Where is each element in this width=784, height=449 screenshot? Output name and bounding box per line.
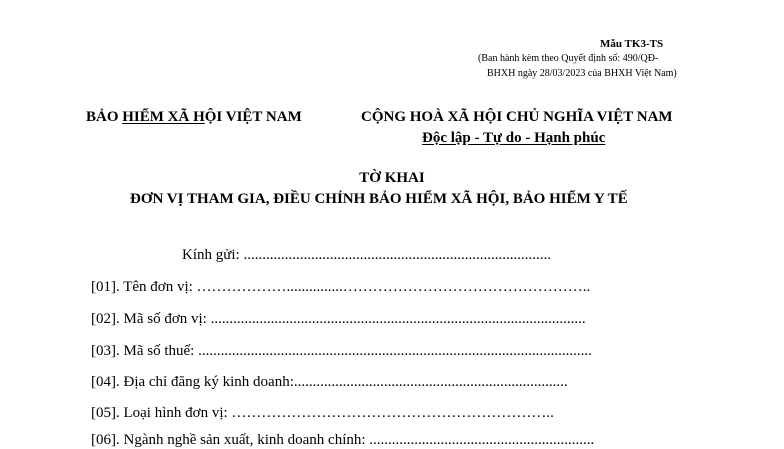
document-title: TỜ KHAI	[359, 170, 425, 186]
field-tax-code: [03]. Mã số thuế: .........................................................................................................	[91, 343, 592, 359]
field-unit-name: [01]. Tên đơn vị: ………………...............…………………………………………..	[91, 279, 591, 295]
organization-name	[86, 109, 302, 126]
field-unit-type: [05]. Loại hình đơn vị: ………………………………………………………..	[91, 405, 554, 421]
issued-note-line2: BHXH ngày 28/03/2023 của BHXH Việt Nam)	[487, 68, 677, 79]
form-code: Mẫu TK3-TS	[600, 38, 664, 50]
document-subtitle: ĐƠN VỊ THAM GIA, ĐIỀU CHỈNH BẢO HIỂM XÃ HỘI, BẢO HIỂM Y TẾ	[130, 191, 628, 207]
organization-name-part2: HIỂM XÃ H	[122, 109, 205, 125]
issued-note-line1: (Ban hành kèm theo Quyết định số: 490/QĐ-	[478, 53, 659, 64]
national-motto: Độc lập - Tự do - Hạnh phúc	[422, 130, 606, 146]
organization-name-part1: BẢO	[86, 109, 123, 125]
nation-header: CỘNG HOÀ XÃ HỘI CHỦ NGHĨA VIỆT NAM	[361, 109, 673, 125]
field-unit-code: [02]. Mã số đơn vị: ....................................................................................................	[91, 311, 586, 327]
field-main-business: [06]. Ngành nghề sản xuất, kinh doanh chính: ............................................................	[91, 432, 595, 448]
field-business-address: [04]. Địa chỉ đăng ký kinh doanh:.........................................................................	[91, 374, 568, 390]
addressee-line: Kính gửi: ..................................................................................	[182, 247, 551, 263]
organization-name-part3: ỘI VIỆT NAM	[204, 109, 302, 125]
